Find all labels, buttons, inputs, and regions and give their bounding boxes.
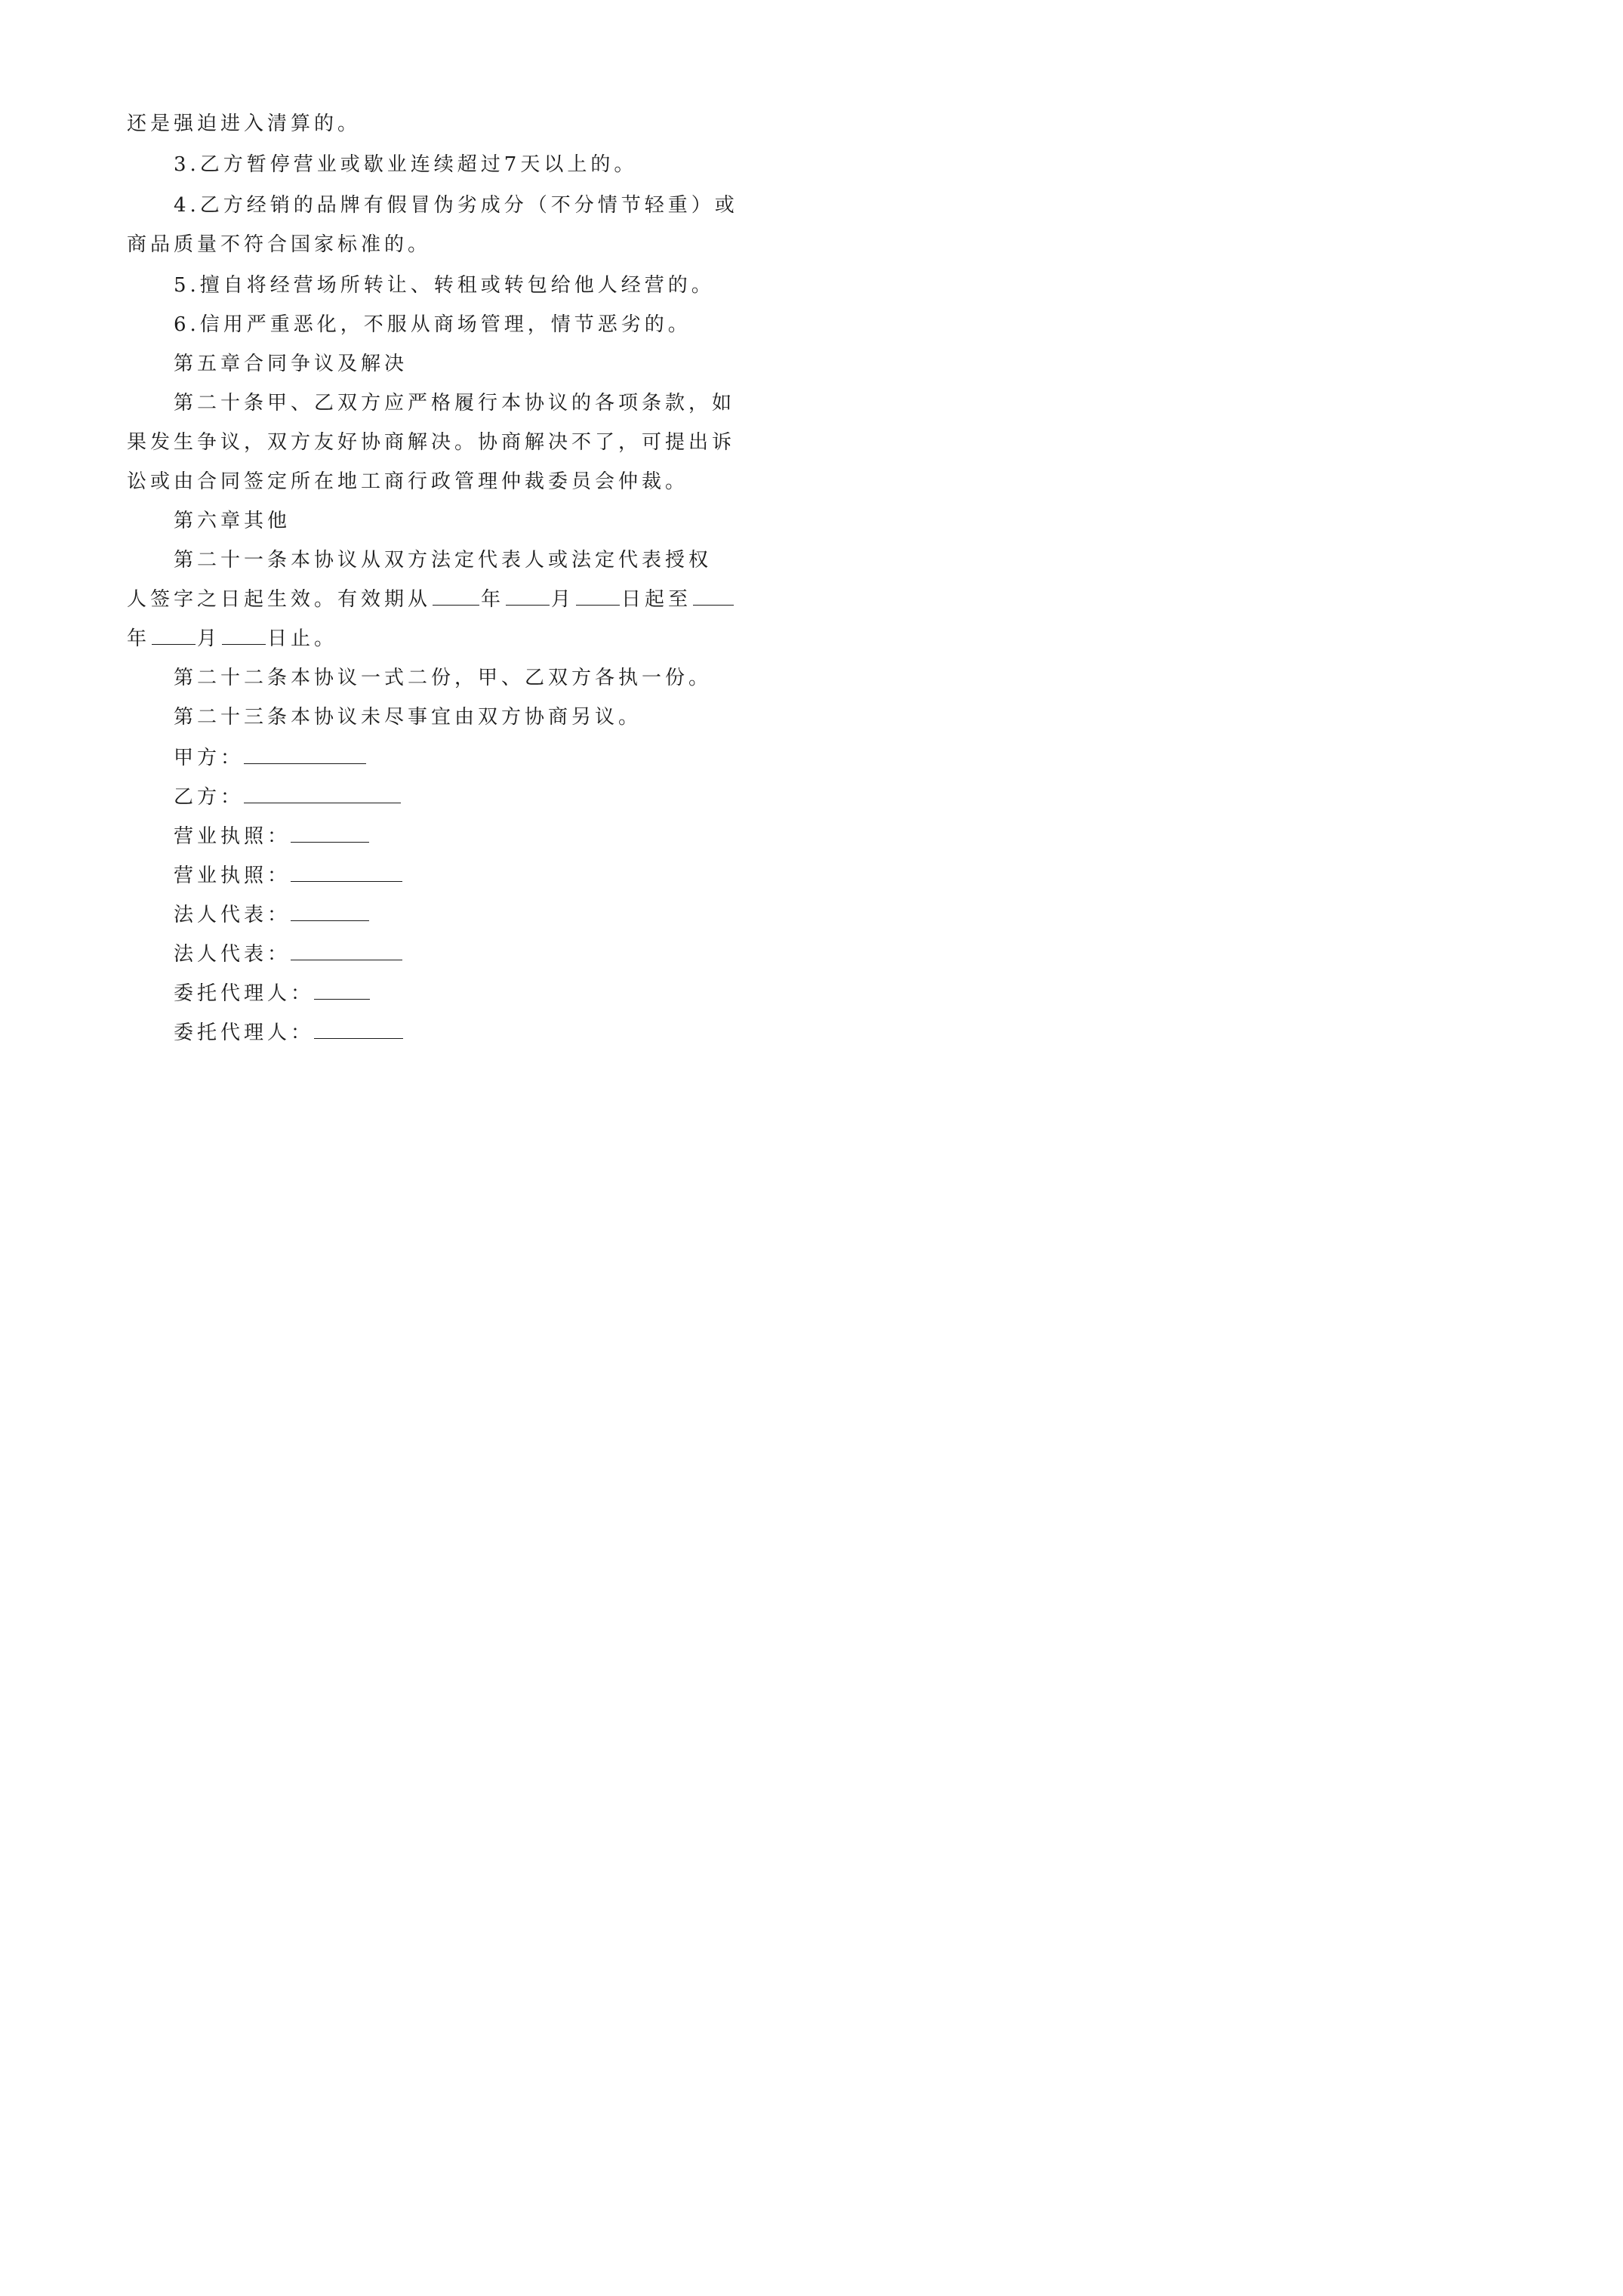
blank-month-from[interactable] xyxy=(506,590,550,606)
license-b-blank[interactable] xyxy=(291,858,402,882)
clause-4-line-2: 商品质量不符合国家标准的。 xyxy=(127,233,432,256)
article-23: 第二十三条本协议未尽事宜由双方协商另议。 xyxy=(174,706,642,729)
party-a-blank[interactable] xyxy=(244,741,366,764)
party-b-label: 乙方： xyxy=(174,786,245,809)
label-year: 年 xyxy=(481,588,505,611)
signature-legal-rep-a xyxy=(174,895,369,935)
label-month: 月 xyxy=(197,627,221,650)
blank-day-from[interactable] xyxy=(576,590,620,606)
signature-legal-rep-b xyxy=(174,935,402,974)
license-a-blank[interactable] xyxy=(291,819,369,843)
blank-year-from[interactable] xyxy=(433,590,479,606)
article-21-line-3 xyxy=(127,619,716,658)
label-month: 月 xyxy=(551,588,575,611)
party-a-label: 甲方： xyxy=(174,747,245,769)
signature-party-b xyxy=(174,778,401,817)
label-day-end: 日止。 xyxy=(267,627,338,650)
legal-rep-a-blank[interactable] xyxy=(291,898,369,921)
blank-month-to[interactable] xyxy=(152,629,196,645)
effective-prefix: 人签字之日起生效。有效期从 xyxy=(127,588,432,611)
text-line: 还是强迫进入清算的。 xyxy=(127,112,362,135)
signature-party-a xyxy=(174,738,366,778)
signature-agent-b xyxy=(174,1013,403,1052)
blank-day-to[interactable] xyxy=(222,629,266,645)
agent-a-label: 委托代理人： xyxy=(174,982,315,1005)
signature-license-a xyxy=(174,817,369,856)
article-20-line-2: 果发生争议，双方友好协商解决。协商解决不了，可提出诉 xyxy=(127,431,736,454)
agent-b-blank[interactable] xyxy=(314,1015,403,1039)
license-a-label: 营业执照： xyxy=(174,825,291,848)
article-22: 第二十二条本协议一式二份，甲、乙双方各执一份。 xyxy=(174,667,713,689)
document-page xyxy=(0,0,830,1175)
signature-license-b xyxy=(174,856,402,895)
article-21-line-1: 第二十一条本协议从双方法定代表人或法定代表授权 xyxy=(174,549,713,572)
license-b-label: 营业执照： xyxy=(174,864,291,887)
clause-6: 6.信用严重恶化，不服从商场管理，情节恶劣的。 xyxy=(174,313,691,336)
label-day-to: 日起至 xyxy=(621,588,692,611)
article-20-line-3: 讼或由合同签定所在地工商行政管理仲裁委员会仲裁。 xyxy=(127,470,689,493)
legal-rep-a-label: 法人代表： xyxy=(174,904,291,926)
agent-b-label: 委托代理人： xyxy=(174,1022,315,1044)
clause-4-line-1: 4.乙方经销的品牌有假冒伪劣成分（不分情节轻重）或 xyxy=(174,194,738,217)
chapter-5-heading: 第五章合同争议及解决 xyxy=(174,353,408,375)
article-20-line-1: 第二十条甲、乙双方应严格履行本协议的各项条款，如 xyxy=(174,392,736,415)
article-21-line-2 xyxy=(127,580,716,619)
clause-5: 5.擅自将经营场所转让、转租或转包给他人经营的。 xyxy=(174,274,715,297)
legal-rep-b-blank[interactable] xyxy=(291,937,402,960)
blank-year-to[interactable] xyxy=(693,590,734,606)
signature-agent-a xyxy=(174,974,370,1013)
legal-rep-b-label: 法人代表： xyxy=(174,943,291,966)
party-b-blank[interactable] xyxy=(244,780,401,803)
agent-a-blank[interactable] xyxy=(314,976,370,1000)
label-year: 年 xyxy=(127,627,151,650)
clause-3: 3.乙方暂停营业或歇业连续超过7天以上的。 xyxy=(174,153,638,176)
chapter-6-heading: 第六章其他 xyxy=(174,510,291,532)
